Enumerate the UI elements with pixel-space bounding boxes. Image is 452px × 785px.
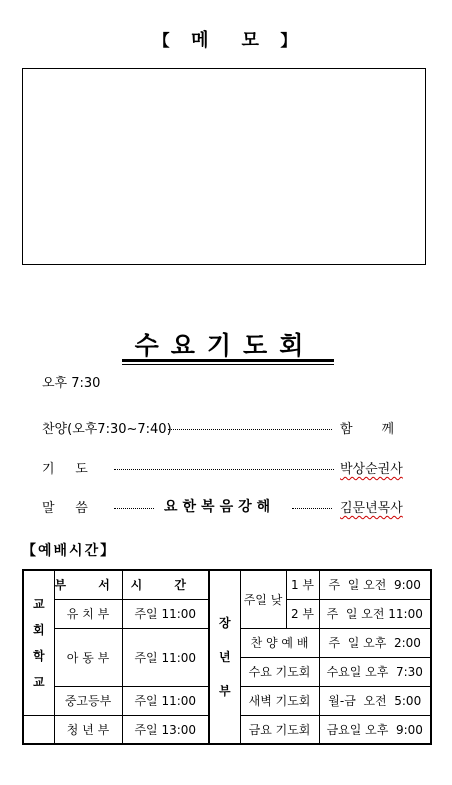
title-underline-thick [122,359,334,362]
praise-label: 찬양(오후7:30~7:40) [42,422,172,437]
service-name: 새벽 기도회 [240,686,319,715]
col-time-header: 시 간 [122,570,209,599]
dept-time: 주일 13:00 [122,715,209,744]
prayer-value: 박상순권사 [340,462,403,477]
sermon-topic: 요한복음강해 [164,499,276,515]
church-school-spacer [23,715,54,744]
service-name: 찬 양 예 배 [240,628,319,657]
sermon-leader-2 [292,508,332,509]
title-underline-thin [122,364,334,365]
sunday-time: 주 일 오전 9:00 [319,570,431,599]
service-name: 금요 기도회 [240,715,319,744]
schedule-table [22,569,432,745]
sunday-time: 주 일 오전 11:00 [319,599,431,628]
memo-bracket-right: 】 [280,31,299,50]
memo-box [22,68,426,265]
adult-label: 장 년 부 [209,570,240,744]
memo-char-1: 메 [191,30,211,51]
praise-value: 함 께 [340,422,395,437]
service-time: 주 일 오후 2:00 [319,628,431,657]
dept-time: 주일 11:00 [122,686,209,715]
dept-name: 아 동 부 [54,628,122,686]
service-time: 수요일 오후 7:30 [319,657,431,686]
service-title: 수요기도회 [134,331,316,360]
sunday-part: 2 부 [286,599,319,628]
sunday-day: 주일 낮 [240,570,286,628]
prayer-leader [114,469,334,470]
dept-name: 청 년 부 [54,715,122,744]
sermon-leader-1 [114,508,154,509]
prayer-label: 기 도 [42,462,88,477]
church-school-label: 교 회 학 교 [23,570,54,715]
col-dept-header: 부 서 [54,570,122,599]
dept-time: 주일 11:00 [122,599,209,628]
service-time: 월-금 오전 5:00 [319,686,431,715]
sunday-part: 1 부 [286,570,319,599]
service-time: 오후 7:30 [42,376,101,391]
dept-name: 중고등부 [54,686,122,715]
dept-time: 주일 11:00 [122,628,209,686]
memo-char-2: 모 [241,30,261,51]
memo-title [0,26,452,52]
sermon-label: 말 씀 [42,501,88,516]
service-name: 수요 기도회 [240,657,319,686]
memo-bracket-left: 【 [153,31,172,50]
schedule-heading: 【예배시간】 [22,543,117,559]
sermon-value: 김문년목사 [340,501,403,516]
service-time: 금요일 오후 9:00 [319,715,431,744]
dept-name: 유 치 부 [54,599,122,628]
praise-leader [168,429,332,430]
